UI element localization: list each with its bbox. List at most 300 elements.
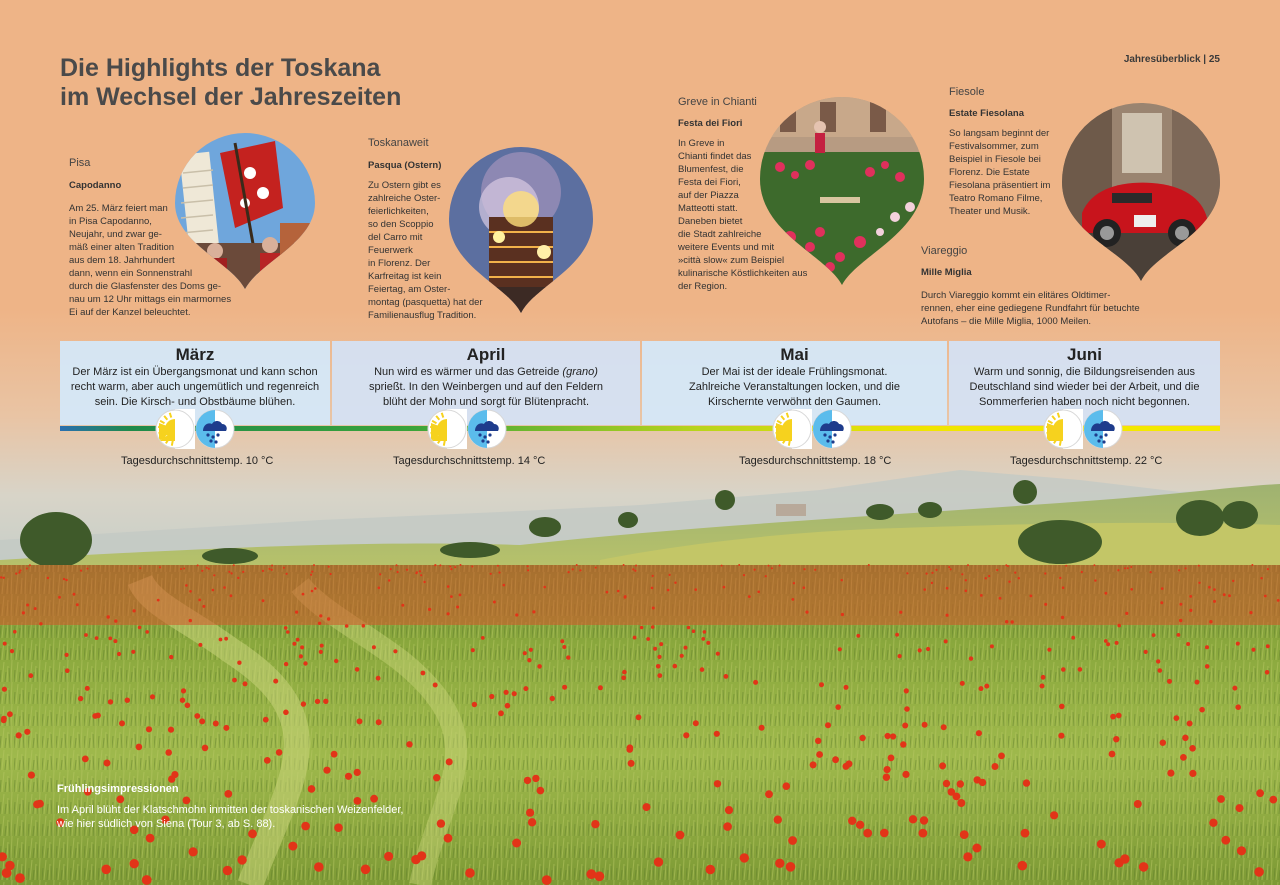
poppy-flower [1021,829,1030,838]
poppy-flower [683,732,689,738]
poppy-flower [1094,579,1096,581]
poppy-flower [119,720,125,726]
poppy-flower [1105,592,1108,595]
poppy-flower [1209,620,1212,623]
poppy-flower [532,610,535,613]
poppy-flower [202,605,205,608]
poppy-flower [560,639,564,643]
poppy-flower [3,642,7,646]
poppy-flower [2,687,7,692]
poppy-flower [738,564,740,566]
poppy-flower [330,573,332,575]
poppy-flower [223,725,229,731]
poppy-flower [1167,770,1174,777]
poppy-flower [656,664,661,669]
poppy-flower [692,629,696,633]
poppy-flower [542,875,552,885]
poppy-flower [700,667,705,672]
temperature-label-april: Tagesdurchschnittstemp. 14 °C [393,455,546,467]
poppy-flower [24,729,30,735]
poppy-flower [783,782,791,790]
poppy-flower [856,634,860,638]
poppy-flower [512,691,517,696]
poppy-flower [22,611,25,614]
poppy-flower [721,565,723,567]
poppy-flower [743,574,745,576]
poppy-flower [224,790,232,798]
poppy-flower [1249,611,1252,614]
poppy-flower [1182,735,1188,741]
poppy-flower [687,626,691,630]
poppy-flower [935,569,937,571]
poppy-flower [1065,565,1067,567]
poppy-flower [957,780,964,787]
poppy-flower [481,636,485,640]
poppy-flower [990,644,994,648]
poppy-flower [1008,581,1010,583]
poppy-flower [201,570,203,572]
poppy-flower [355,667,360,672]
weather-icons-mai [772,409,854,451]
poppy-flower [504,690,509,695]
poppy-flower [168,727,174,733]
poppy-flower [819,682,824,687]
poppy-flower [716,652,720,656]
poppy-flower [232,678,237,683]
poppy-flower [844,685,849,690]
poppy-flower [779,565,781,567]
poppy-flower [792,598,795,601]
poppy-flower [58,596,61,599]
month-text-line: blüht der Mohn und sorgt für Blütenpracht. [382,396,590,408]
page-title [60,54,480,112]
poppy-flower [471,648,475,652]
poppy-flower [401,604,404,607]
poppy-flower [684,646,688,650]
poppy-flower [268,568,270,570]
poppy-flower [303,661,307,665]
month-name: März [175,345,215,364]
poppy-flower [428,608,431,611]
poppy-flower [315,699,320,704]
event-text: In Greve in Chianti findet das Blumenfest, die Festa dei Fiori, auf der Piazza Matteotti statt. Daneben bietet die Stadt zahlreiche weitere Events und mit »città slow« zum Beispiel kulinarische Köstlichkeiten aus der Region. [678,138,808,292]
poppy-flower [5,861,15,871]
poppy-flower [1179,619,1182,622]
poppy-flower [421,671,426,676]
poppy-flower [169,655,173,659]
poppy-flower [595,871,605,881]
poppy-flower [998,753,1005,760]
poppy-flower [943,780,950,787]
weather-icons-april [427,409,509,451]
poppy-flower [7,711,13,717]
poppy-flower [92,713,98,719]
poppy-flower [125,698,130,703]
poppy-flower [13,630,17,634]
poppy-flower [273,679,278,684]
poppy-flower [308,785,316,793]
poppy-flower [902,723,908,729]
poppy-flower [113,639,117,643]
poppy-flower [493,601,496,604]
poppy-flower [669,574,671,576]
poppy-flower [28,673,33,678]
poppy-flower [328,566,330,568]
poppy-flower [180,568,182,570]
poppy-flower [676,831,685,840]
poppy-flower [117,652,121,656]
poppy-flower [415,572,417,574]
photo-caption-title: Frühlingsimpressionen [57,783,179,795]
poppy-flower [142,875,152,885]
poppy-flower [95,636,99,640]
poppy-flower [775,859,784,868]
poppy-flower [888,755,895,762]
poppy-flower [1059,704,1065,710]
poppy-flower [150,694,155,699]
poppy-flower [1061,616,1064,619]
poppy-flower [1187,721,1193,727]
poppy-flower [34,607,37,610]
poppy-flower [283,567,285,569]
month-text-line: Der März ist ein Übergangsmonat und kann schon [72,366,318,378]
poppy-flower [841,613,844,616]
poppy-flower [47,577,49,579]
poppy-flower [450,568,452,570]
poppy-flower [904,688,909,693]
poppy-flower [208,568,210,570]
poppy-flower [230,594,233,597]
event-place: Viareggio [921,245,968,257]
poppy-flower [16,732,22,738]
poppy-flower [284,626,288,630]
poppy-flower [771,567,773,569]
poppy-flower [460,564,462,566]
poppy-flower [926,647,930,651]
title-line-1: Die Highlights der Toskana [60,54,381,82]
poppy-flower [271,565,273,567]
poppy-flower [444,834,453,843]
poppy-flower [498,710,504,716]
photo-caption-text: Im April blüht der Klatschmohn inmitten der toskanischen Weizenfelder, wie hier südlich von Siena (Tour 3, ab S. 88). [57,804,404,830]
poppy-flower [417,851,426,860]
poppy-flower [447,612,450,615]
poppy-flower [1232,580,1234,582]
poppy-flower [774,816,782,824]
poppy-flower [960,681,965,686]
poppy-flower [814,569,816,571]
poppy-flower [572,568,574,570]
month-text-line: Warm und sonnig, die Bildungsreisenden aus [974,366,1195,378]
poppy-flower [920,816,928,824]
month-name: Mai [780,345,809,364]
poppy-flower [107,615,110,618]
month-text-line: Der Mai ist der ideale Frühlingsmonat. [701,366,888,378]
poppy-flower [902,771,909,778]
event-place: Greve in Chianti [678,96,757,108]
poppy-flower [433,683,438,688]
temperature-label-mai: Tagesdurchschnittstemp. 18 °C [739,455,892,467]
poppy-flower [963,852,972,861]
poppy-flower [145,630,149,634]
poppy-flower [527,565,529,567]
poppy-flower [361,865,371,875]
poppy-flower [1078,667,1083,672]
poppy-flower [194,713,200,719]
poppy-flower [1081,571,1083,573]
event-name: Festa dei Fiori [678,118,743,129]
poppy-flower [1205,664,1210,669]
poppy-flower [598,685,603,690]
poppy-flower [1058,733,1064,739]
poppy-flower [659,642,663,646]
poppy-flower [674,582,676,584]
poppy-flower [856,821,864,829]
temperature-label-maerz: Tagesdurchschnittstemp. 10 °C [121,455,274,467]
poppy-flower [159,566,161,568]
poppy-flower [1236,804,1244,812]
poppy-flower [288,842,297,851]
poppy-flower [472,702,477,707]
poppy-flower [302,593,305,596]
poppy-flower [1236,642,1240,646]
poppy-flower [334,659,338,663]
poppy-flower [667,589,670,592]
sun-icon [772,409,812,449]
poppy-flower [723,586,726,589]
poppy-flower [1213,588,1216,591]
poppy-flower [980,594,983,597]
poppy-flower [706,865,716,875]
poppy-flower [923,588,926,591]
poppy-flower [283,710,289,716]
event-text: Durch Viareggio kommt ein elitäres Oldtimer- rennen, eher eine gediegene Rundfahrt für betuchte Autofans – die Mille Miglia, 1000 Meilen. [921,290,1140,327]
event-name: Estate Fiesolana [949,108,1024,119]
poppy-flower [284,662,288,666]
poppy-flower [449,566,451,568]
poppy-flower [183,568,185,570]
month-text-line: Sommerferien haben noch nicht begonnen. [979,396,1190,408]
poppy-flower [1110,714,1116,720]
poppy-flower [960,830,969,839]
poppy-flower [319,650,323,654]
event-place: Toskanaweit [368,137,429,149]
poppy-flower [624,595,627,598]
poppy-flower [566,655,570,659]
poppy-flower [1071,636,1075,640]
poppy-flower [370,795,378,803]
poppy-flower [899,611,902,614]
poppy-flower [835,704,841,710]
poppy-flower [1152,633,1156,637]
poppy-flower [765,790,773,798]
poppy-flower [1251,564,1253,566]
poppy-flower [568,571,570,573]
poppy-flower [1174,715,1180,721]
poppy-flower [471,566,473,568]
poppy-flower [859,735,865,741]
poppy-flower [65,668,70,673]
poppy-flower [528,818,536,826]
poppy-flower [146,726,152,732]
poppy-flower [1167,679,1172,684]
poppy-flower [384,852,393,861]
poppy-flower [1160,740,1166,746]
poppy-flower [652,607,655,610]
poppy-flower [396,564,398,566]
poppy-flower [180,698,185,703]
poppy-flower [883,774,890,781]
poppy-flower [634,570,636,572]
poppy-flower [900,741,906,747]
poppy-flower [623,564,625,566]
poppy-flower [1044,603,1047,606]
poppy-flower [1047,648,1051,652]
poppy-flower [331,751,338,758]
poppy-flower [138,626,142,630]
poppy-flower [419,570,421,572]
poppy-flower [199,718,205,724]
poppy-flower [803,586,806,589]
poppy-flower [948,566,950,568]
poppy-flower [139,567,141,569]
poppy-flower [537,664,542,669]
event-place: Pisa [69,157,91,169]
month-text-line: Kirschernte verwöhnt den Gaumen. [707,396,882,408]
event-place: Fiesole [949,86,985,98]
poppy-flower [390,568,392,570]
poppy-flower [1156,659,1160,663]
event-text: Zu Ostern gibt es zahlreiche Oster- feierlichkeiten, so den Scoppio del Carro mit Feuerwerk in Florenz. Der Karfreitag ist kein Feiertag, am Oster- montag (pasquetta) hat der Familienausflug Tradition. [368,180,483,321]
poppy-flower [165,749,172,756]
poppy-flower [1189,609,1192,612]
poppy-flower [922,722,928,728]
poppy-flower [420,574,422,576]
poppy-flower [1062,586,1065,589]
poppy-flower [1265,670,1270,675]
poppy-flower [454,566,456,568]
poppy-flower [979,686,984,691]
poppy-flower [311,590,314,593]
month-text-line: sein. Die Kirsch- und Obstbäume blühen. [94,396,296,408]
poppy-flower [262,599,265,602]
poppy-flower [1023,779,1030,786]
poppy-flower [1106,642,1110,646]
poppy-flower [550,696,555,701]
poppy-flower [1223,593,1226,596]
poppy-flower [1093,564,1095,566]
event-viareggio [921,245,1161,328]
poppy-flower [1117,624,1121,628]
poppy-flower [562,645,566,649]
poppy-flower [264,757,271,764]
poppy-flower [313,564,315,566]
poppy-flower [376,676,381,681]
poppy-flower [1217,795,1225,803]
poppy-flower [1213,600,1216,603]
poppy-flower [657,655,661,659]
poppy-flower [397,571,399,573]
poppy-flower [1130,566,1132,568]
poppy-flower [972,844,981,853]
poppy-flower [1059,577,1061,579]
fireworks-cart-photo [449,147,593,315]
weather-icons-maerz [155,409,237,451]
poppy-flower [740,853,749,862]
poppy-flower [237,661,241,665]
poppy-flower [617,590,620,593]
poppy-flower [1189,770,1196,777]
poppy-flower [219,638,223,642]
poppy-flower [946,614,949,617]
poppy-flower [693,720,699,726]
poppy-flower [505,703,511,709]
poppy-flower [490,573,492,575]
poppy-flower [1144,650,1148,654]
month-name: April [466,345,506,364]
poppy-flower [988,575,990,577]
poppy-flower [26,568,28,570]
poppy-flower [591,820,599,828]
poppy-flower [198,599,201,602]
sun-icon [155,409,195,449]
poppy-flower [976,730,982,736]
poppy-flower [723,822,732,831]
poppy-flower [805,611,808,614]
poppy-flower [388,579,390,581]
poppy-flower [242,571,244,573]
poppy-flower [884,766,891,773]
poppy-flower [754,569,756,571]
poppy-flower [904,706,910,712]
poppy-flower [168,775,175,782]
poppy-flower [985,577,987,579]
poppy-flower [101,865,111,875]
poppy-flower [1117,569,1119,571]
poppy-flower [768,565,770,567]
poppy-flower [224,637,228,641]
poppy-flower [439,564,441,566]
poppy-flower [345,624,349,628]
poppy-flower [810,761,817,768]
poppy-flower [1177,633,1181,637]
event-name: Capodanno [69,180,122,191]
poppy-flower [753,680,758,685]
poppy-flower [1277,599,1280,602]
poppy-flower [1041,675,1046,680]
poppy-flower [459,594,462,597]
poppy-flower [223,586,226,589]
poppy-flower [759,725,765,731]
poppy-flower [793,582,795,584]
poppy-flower [1189,595,1192,598]
poppy-flower [946,587,949,590]
poppy-flower [523,686,528,691]
poppy-flower [354,769,361,776]
poppy-flower [1160,601,1163,604]
poppy-flower [979,779,986,786]
poppy-flower [919,829,928,838]
poppy-flower [1237,846,1246,855]
poppy-flower [1040,684,1045,689]
poppy-flower [63,578,65,580]
poppy-flower [456,606,459,609]
sun-icon [1043,409,1083,449]
month-text-line: recht warm, aber auch ungemütlich und regenreich [70,381,320,393]
poppy-flower [1209,819,1217,827]
poppy-flower [941,724,947,730]
poppy-flower [622,670,627,675]
